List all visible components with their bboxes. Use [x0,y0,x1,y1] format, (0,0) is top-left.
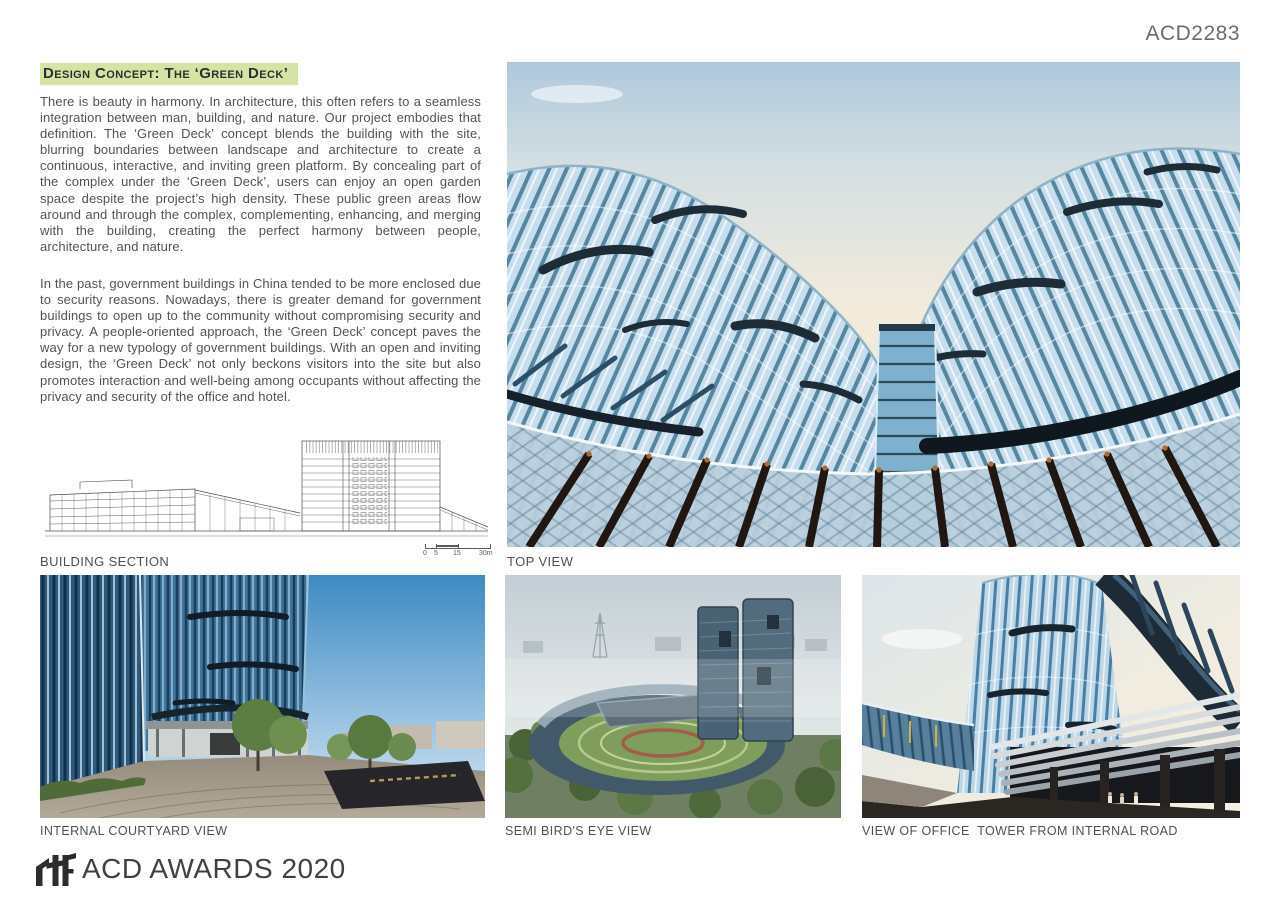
award-title: ACD AWARDS 2020 [82,853,346,884]
scale-label-5: 5 [434,550,438,557]
concept-paragraph-1: There is beauty in harmony. In architecture, this often refers to a seamless integration between man, building, and nature. Our project embodies that definition. The ‘Green Deck’ concept blends the building with the site, blurring boundaries between landscape and architecture to create a continuous, interactive, and inviting green platform. By concealing part of the complex under the ‘Green Deck’, users can enjoy an open garden space despite the project’s high density. These public green areas flow around and through the complex, complementing, enhancing, and merging with the building, creating the perfect harmony between people, architecture, and nature. [40,94,481,254]
internal-courtyard-photo [40,575,485,818]
page-code: ACD2283 [1145,22,1240,45]
scale-bar [425,544,491,560]
scale-label-0: 0 [423,550,427,557]
semi-birdseye-caption: SEMI BIRD'S EYE VIEW [505,824,652,838]
top-view-illustration [507,62,1240,547]
rtf-logo-icon [33,850,77,888]
concept-column [40,63,481,426]
internal-courtyard-caption: INTERNAL COURTYARD VIEW [40,824,228,838]
office-tower-illustration [862,575,1240,818]
concept-paragraph-2: In the past, government buildings in China tended to be more enclosed due to security reasons. Nowadays, there is greater demand for government buildings to open up to the community without compromising security and privacy. A people-oriented approach, the ‘Green Deck’ concept paves the way for a new typology of government buildings. With an open and inviting design, the ‘Green Deck’ not only beckons visitors into the site but also promotes interaction and well-being among occupants without affecting the privacy and security of the office and hotel. [40,275,481,404]
semi-birdseye-illustration [505,575,841,818]
building-section-caption: BUILDING SECTION [40,554,170,569]
scale-bar-line [425,544,491,549]
building-section-illustration [40,427,492,546]
office-tower-caption: VIEW OF OFFICE TOWER FROM INTERNAL ROAD [862,824,1178,838]
scale-label-15: 15 [453,550,461,557]
office-tower-photo [862,575,1240,818]
concept-title: Design Concept: The ‘Green Deck’ [40,63,298,85]
rtf-logo [33,850,77,888]
top-view-caption: TOP VIEW [507,554,574,569]
semi-birdseye-photo [505,575,841,818]
scale-label-30m: 30m [479,550,493,557]
top-view-photo [507,62,1240,547]
internal-courtyard-illustration [40,575,485,818]
building-section-drawing [40,427,492,546]
